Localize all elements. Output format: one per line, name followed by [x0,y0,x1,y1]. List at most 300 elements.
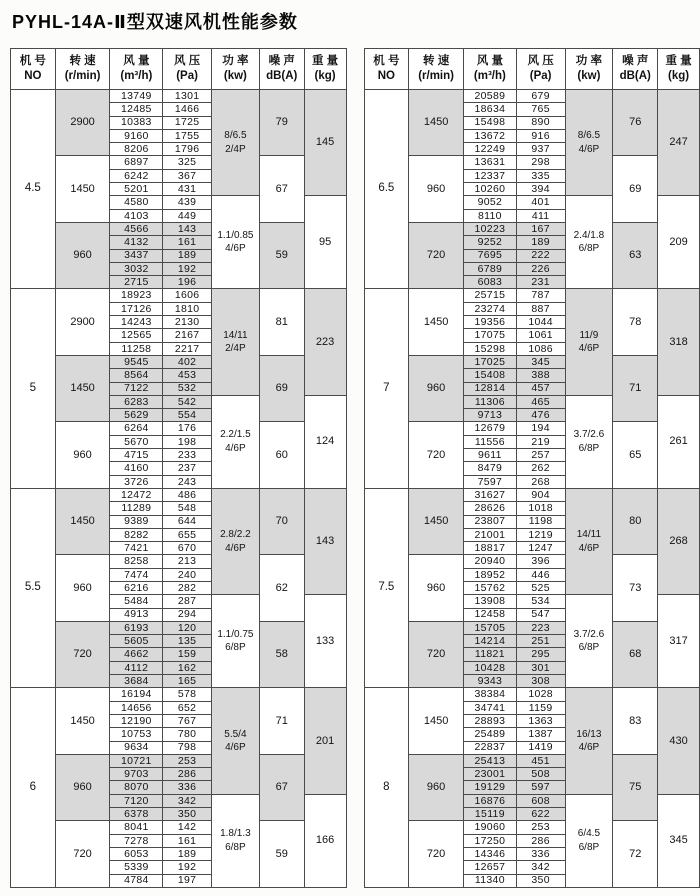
flow-cell: 12190 [110,714,163,727]
flow-cell: 11821 [464,648,517,661]
column-header-label: 风 量 [123,55,150,68]
flow-cell: 18923 [110,289,163,302]
speed-cell: 1450 [55,688,110,754]
pressure-cell: 780 [163,728,212,741]
flow-cell: 6216 [110,581,163,594]
pressure-cell: 336 [516,847,565,860]
power-poles: 4/6P [225,243,246,255]
noise-cell: 58 [259,621,304,687]
power-poles: 6/8P [578,841,600,853]
column-header-machine-no [11,49,56,90]
flow-cell: 3726 [110,475,163,488]
pressure-cell: 1419 [516,741,565,754]
flow-cell: 12249 [464,143,517,156]
column-header-unit: NO [24,70,42,82]
speed-cell: 960 [55,222,110,288]
power-kw: 14/11 [223,329,248,341]
power-cell [211,688,259,794]
pressure-cell: 1219 [516,528,565,541]
weight-cell: 268 [658,488,700,594]
flow-cell: 25715 [464,289,517,302]
pressure-cell: 308 [516,675,565,688]
power-poles: 6/8P [225,642,246,654]
pressure-cell: 295 [516,648,565,661]
power-kw: 2.4/1.8 [573,229,605,241]
power-cell [565,595,613,688]
pressure-cell: 350 [516,874,565,887]
flow-cell: 25489 [464,728,517,741]
weight-cell: 145 [304,90,346,196]
pressure-cell: 765 [516,103,565,116]
flow-cell: 6283 [110,395,163,408]
column-header-noise [259,49,304,90]
power-kw: 5.5/4 [224,728,247,740]
noise-cell: 63 [613,222,658,288]
pressure-cell: 1159 [516,701,565,714]
power-cell [565,488,613,594]
table-row [364,754,700,767]
power-kw: 11/9 [579,329,599,341]
flow-cell: 9343 [464,675,517,688]
pressure-cell: 937 [516,143,565,156]
flow-cell: 10383 [110,116,163,129]
spec-table-left [10,48,347,888]
table-row [11,555,347,568]
flow-cell: 8070 [110,781,163,794]
pressure-cell: 916 [516,129,565,142]
speed-cell: 1450 [409,688,464,754]
flow-cell: 7421 [110,542,163,555]
pressure-cell: 1061 [516,329,565,342]
flow-cell: 12337 [464,169,517,182]
flow-cell: 9252 [464,236,517,249]
pressure-cell: 449 [163,209,212,222]
pressure-cell: 476 [516,409,565,422]
pressure-cell: 1363 [516,714,565,727]
pressure-cell: 286 [516,834,565,847]
power-kw: 2.2/1.5 [220,429,251,441]
column-header-speed [55,49,110,90]
column-header-pressure [516,49,565,90]
column-header-machine-no [364,49,409,90]
machine-block-5.5 [11,488,347,687]
pressure-cell: 335 [516,169,565,182]
pressure-cell: 446 [516,568,565,581]
pressure-cell: 411 [516,209,565,222]
flow-cell: 20940 [464,555,517,568]
flow-cell: 8041 [110,821,163,834]
machine-no-cell: 7.5 [364,488,409,687]
flow-cell: 14346 [464,847,517,860]
flow-cell: 14214 [464,635,517,648]
weight-cell: 318 [658,289,700,395]
flow-cell: 38384 [464,688,517,701]
pressure-cell: 176 [163,422,212,435]
flow-cell: 8206 [110,143,163,156]
power-poles: 6/8P [578,642,600,654]
flow-cell: 17075 [464,329,517,342]
machine-block-6 [11,688,347,887]
speed-cell: 1450 [409,90,464,156]
flow-cell: 4580 [110,196,163,209]
machine-block-4.5 [11,90,347,289]
column-header-unit: (kg) [668,70,690,82]
pressure-cell: 402 [163,355,212,368]
pressure-cell: 644 [163,515,212,528]
power-cell [565,196,613,289]
weight-cell: 430 [658,688,700,794]
pressure-cell: 655 [163,528,212,541]
flow-cell: 9611 [464,449,517,462]
pressure-cell: 2217 [163,342,212,355]
pressure-cell: 142 [163,821,212,834]
power-cell [211,90,259,196]
pressure-cell: 1301 [163,90,212,103]
pressure-cell: 798 [163,741,212,754]
power-kw: 1.1/0.85 [217,229,254,241]
speed-cell: 2900 [55,289,110,355]
pressure-cell: 1810 [163,302,212,315]
table-row [11,688,347,701]
flow-cell: 3684 [110,675,163,688]
table-row [11,422,347,435]
flow-cell: 18817 [464,542,517,555]
table-row [364,821,700,834]
pressure-cell: 189 [163,249,212,262]
column-header-label: 功 率 [575,55,602,68]
speed-cell: 720 [55,821,110,887]
noise-cell: 79 [259,90,304,156]
pressure-cell: 1755 [163,129,212,142]
pressure-cell: 253 [163,754,212,767]
flow-cell: 21001 [464,528,517,541]
pressure-cell: 251 [516,635,565,648]
pressure-cell: 608 [516,794,565,807]
weight-cell: 317 [658,595,700,688]
tables-container [10,48,700,888]
table-header [11,49,347,90]
weight-cell: 209 [658,196,700,289]
flow-cell: 8564 [110,369,163,382]
machine-no-cell: 8 [364,688,409,887]
flow-cell: 6242 [110,169,163,182]
flow-cell: 4566 [110,222,163,235]
pressure-cell: 165 [163,675,212,688]
weight-cell: 95 [304,196,346,289]
flow-cell: 23001 [464,768,517,781]
pressure-cell: 167 [516,222,565,235]
table-row [11,488,347,501]
weight-cell: 261 [658,395,700,488]
noise-cell: 67 [259,156,304,222]
flow-cell: 5484 [110,595,163,608]
noise-cell: 69 [259,355,304,421]
power-kw: 14/11 [576,529,602,541]
speed-cell: 720 [409,222,464,288]
table-row [11,289,347,302]
table-row [11,355,347,368]
pressure-cell: 350 [163,808,212,821]
power-cell [211,289,259,395]
flow-cell: 9052 [464,196,517,209]
pressure-cell: 162 [163,661,212,674]
pressure-cell: 161 [163,834,212,847]
flow-cell: 19060 [464,821,517,834]
column-header-label: 转 速 [423,55,450,68]
flow-cell: 12814 [464,382,517,395]
pressure-cell: 223 [516,621,565,634]
machine-no-cell: 6 [11,688,56,887]
power-cell [211,794,259,887]
flow-cell: 9713 [464,409,517,422]
column-header-unit: (m³/h) [473,70,506,82]
speed-cell: 720 [409,621,464,687]
flow-cell: 28893 [464,714,517,727]
flow-cell: 13908 [464,595,517,608]
pressure-cell: 262 [516,462,565,475]
flow-cell: 6264 [110,422,163,435]
noise-cell: 80 [613,488,658,554]
speed-cell: 1450 [55,156,110,222]
pressure-cell: 1725 [163,116,212,129]
column-header-label: 风 压 [527,55,554,68]
power-kw: 1.8/1.3 [220,828,251,840]
power-poles: 4/6P [578,143,600,155]
table-row [364,422,700,435]
flow-cell: 7597 [464,475,517,488]
flow-cell: 11306 [464,395,517,408]
noise-cell: 72 [613,821,658,887]
noise-cell: 76 [613,90,658,156]
table-row [11,222,347,235]
flow-cell: 14656 [110,701,163,714]
pressure-cell: 282 [163,581,212,594]
power-kw: 2.8/2.2 [220,529,251,541]
column-header-unit: NO [377,70,395,82]
flow-cell: 13672 [464,129,517,142]
pressure-cell: 597 [516,781,565,794]
pressure-cell: 213 [163,555,212,568]
table-row [11,754,347,767]
column-header-unit: (r/min) [64,70,101,82]
column-header-label: 噪 声 [268,55,295,68]
pressure-cell: 342 [163,794,212,807]
pressure-cell: 194 [516,422,565,435]
flow-cell: 12565 [110,329,163,342]
flow-cell: 18634 [464,103,517,116]
power-poles: 6/8P [578,442,600,454]
flow-cell: 15498 [464,116,517,129]
pressure-cell: 298 [516,156,565,169]
speed-cell: 960 [409,156,464,222]
column-header-label: 重 量 [311,55,339,68]
flow-cell: 5201 [110,183,163,196]
flow-cell: 6193 [110,621,163,634]
flow-cell: 12472 [110,488,163,501]
pressure-cell: 670 [163,542,212,555]
power-poles: 4/6P [578,742,600,754]
column-header-unit: (kw) [223,70,247,82]
weight-cell: 201 [304,688,346,794]
flow-cell: 4784 [110,874,163,887]
power-kw: 8/6.5 [224,130,247,142]
spec-table-right [364,48,700,888]
pressure-cell: 787 [516,289,565,302]
flow-cell: 19356 [464,316,517,329]
flow-cell: 12458 [464,608,517,621]
flow-cell: 10753 [110,728,163,741]
flow-cell: 9545 [110,355,163,368]
pressure-cell: 1086 [516,342,565,355]
flow-cell: 17025 [464,355,517,368]
pressure-cell: 342 [516,861,565,874]
pressure-cell: 890 [516,116,565,129]
pressure-cell: 532 [163,382,212,395]
machine-block-7 [364,289,700,488]
page-title: PYHL-14A-Ⅱ型双速风机性能参数 [12,12,298,32]
flow-cell: 6053 [110,847,163,860]
flow-cell: 13749 [110,90,163,103]
power-poles: 4/6P [225,742,246,754]
pressure-cell: 226 [516,262,565,275]
speed-cell: 960 [409,754,464,820]
table-row [364,688,700,701]
noise-cell: 59 [259,821,304,887]
power-kw: 3.7/2.6 [573,429,605,441]
flow-cell: 15119 [464,808,517,821]
flow-cell: 5629 [110,409,163,422]
noise-cell: 70 [259,488,304,554]
noise-cell: 60 [259,422,304,488]
power-kw: 16/13 [576,728,602,740]
column-header-unit: dB(A) [266,70,298,82]
column-header-label: 重 量 [665,55,692,68]
pressure-cell: 1044 [516,316,565,329]
column-header-noise [613,49,658,90]
noise-cell: 83 [613,688,658,754]
flow-cell: 7695 [464,249,517,262]
noise-cell: 75 [613,754,658,820]
flow-cell: 17250 [464,834,517,847]
flow-cell: 9634 [110,741,163,754]
flow-cell: 19129 [464,781,517,794]
table-row [364,90,700,103]
pressure-cell: 388 [516,369,565,382]
flow-cell: 12657 [464,861,517,874]
pressure-cell: 548 [163,502,212,515]
pressure-cell: 196 [163,276,212,289]
pressure-cell: 431 [163,183,212,196]
pressure-cell: 1028 [516,688,565,701]
pressure-cell: 767 [163,714,212,727]
pressure-cell: 1018 [516,502,565,515]
weight-cell: 345 [658,794,700,887]
flow-cell: 22837 [464,741,517,754]
flow-cell: 6789 [464,262,517,275]
column-header-label: 风 压 [173,55,201,68]
pressure-cell: 287 [163,595,212,608]
pressure-cell: 525 [516,581,565,594]
table-row [364,156,700,169]
pressure-cell: 534 [516,595,565,608]
noise-cell: 68 [613,621,658,687]
flow-cell: 6897 [110,156,163,169]
column-header-unit: (m³/h) [120,70,153,82]
weight-cell: 133 [304,595,346,688]
power-cell [565,688,613,794]
flow-cell: 25413 [464,754,517,767]
speed-cell: 960 [55,422,110,488]
pressure-cell: 1387 [516,728,565,741]
power-cell [211,488,259,594]
pressure-cell: 189 [516,236,565,249]
pressure-cell: 367 [163,169,212,182]
pressure-cell: 253 [516,821,565,834]
power-poles: 2/4P [225,143,246,155]
column-header-unit: (kw) [577,70,601,82]
power-poles: 4/6P [578,542,600,554]
power-cell [211,395,259,488]
machine-block-8 [364,688,700,887]
pressure-cell: 1796 [163,143,212,156]
speed-cell: 960 [409,355,464,421]
flow-cell: 28626 [464,502,517,515]
table-row [364,222,700,235]
machine-no-cell: 5.5 [11,488,56,687]
speed-cell: 1450 [409,488,464,554]
column-header-label: 机 号 [373,55,400,68]
pressure-cell: 904 [516,488,565,501]
flow-cell: 8110 [464,209,517,222]
power-cell [211,595,259,688]
pressure-cell: 394 [516,183,565,196]
power-kw: 1.1/0.75 [217,628,254,640]
flow-cell: 15408 [464,369,517,382]
pressure-cell: 439 [163,196,212,209]
power-kw: 3.7/2.6 [573,628,605,640]
flow-cell: 4103 [110,209,163,222]
column-header-speed [409,49,464,90]
flow-cell: 8479 [464,462,517,475]
flow-cell: 8282 [110,528,163,541]
pressure-cell: 554 [163,409,212,422]
column-header-power [211,49,259,90]
flow-cell: 23807 [464,515,517,528]
column-header-label: 噪 声 [622,55,649,68]
power-cell [565,794,613,887]
flow-cell: 34741 [464,701,517,714]
pressure-cell: 451 [516,754,565,767]
pressure-cell: 2167 [163,329,212,342]
speed-cell: 1450 [409,289,464,355]
pressure-cell: 240 [163,568,212,581]
weight-cell: 124 [304,395,346,488]
machine-block-7.5 [364,488,700,687]
flow-cell: 16876 [464,794,517,807]
noise-cell: 62 [259,555,304,621]
table-row [11,621,347,634]
pressure-cell: 542 [163,395,212,408]
pressure-cell: 268 [516,475,565,488]
pressure-cell: 578 [163,688,212,701]
power-cell [565,90,613,196]
column-header-label: 机 号 [19,55,46,68]
pressure-cell: 508 [516,768,565,781]
pressure-cell: 679 [516,90,565,103]
column-header-unit: (kg) [314,70,336,82]
column-header-weight [658,49,700,90]
speed-cell: 720 [409,422,464,488]
